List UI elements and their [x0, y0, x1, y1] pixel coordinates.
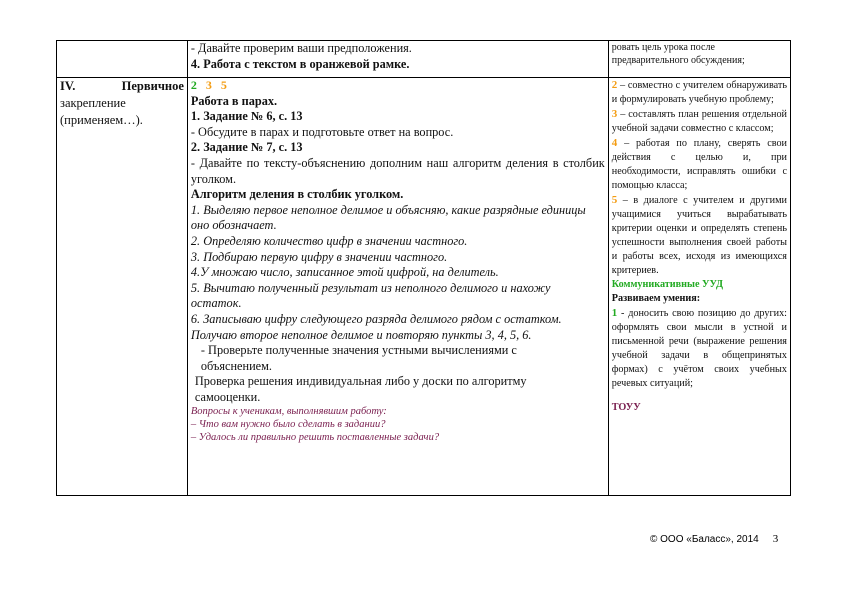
- communicative-uud-title: Коммуникативные УУД: [611, 279, 723, 290]
- task-text: - Давайте по тексту-объяснению дополним наш алгоритм деления в столбик уголком.: [190, 155, 605, 186]
- algorithm-step: 4.У множаю число, записанное этой цифрой, на делитель.: [190, 265, 499, 280]
- questions-title: Вопросы к ученикам, выполнявшим работу:: [190, 406, 387, 418]
- check-instruction: Проверка решения индивидуальная либо у доски по алгоритму самооценки.: [194, 374, 527, 404]
- algorithm-step: 6. Записываю цифру следующего разряда делимого рядом с остатком. Получаю второе неполное делимое и повторяю пункты 3, 4, 5, 6.: [190, 311, 562, 342]
- stage-title-line: закрепление: [60, 96, 126, 110]
- uud-cell: [608, 41, 790, 78]
- uud-item: 1 - доносить свою позицию до других: оформлять свои мысли в устной и письменной речи (выражение решения учебной задачи в общепринятых формах) с учётом своих учебных речевых ситуаций;: [611, 307, 787, 389]
- algorithm-step: 1. Выделяю первое неполное делимое и объясняю, какие разрядные единицы оно обозначает.: [190, 202, 586, 233]
- uud-item: 5 – в диалоге с учителем и другими учащимися учиться вырабатывать критерии оценки и определять степень успешности выполнения своей работы и работы всех, исходя из имеющихся критериев.: [611, 194, 788, 276]
- level-marker: 3: [205, 78, 212, 92]
- uud-item: 2 – совместно с учителем обнаруживать и формулировать учебную проблему;: [611, 79, 787, 105]
- uud-item: 3 – составлять план решения отдельной учебной задачи совместно с классом;: [611, 108, 787, 134]
- level-marker: 2: [190, 78, 197, 92]
- lesson-table: [56, 40, 791, 496]
- page-number: 3: [772, 533, 779, 545]
- content-cell: [187, 41, 608, 78]
- algorithm-step: 3. Подбираю первую цифру в значении частного.: [190, 249, 448, 264]
- algorithm-step: 2. Определяю количество цифр в значении частного.: [190, 233, 468, 248]
- table-row: [57, 78, 791, 496]
- content-cell: [187, 78, 608, 496]
- text-line: предварительного обсуждения;: [611, 55, 745, 66]
- uud-cell: [608, 78, 790, 496]
- algorithm-title: Алгоритм деления в столбик уголком.: [190, 187, 404, 202]
- stage-cell-empty: [57, 41, 188, 78]
- copyright: © ООО «Баласс», 2014: [650, 534, 759, 545]
- text-line: ровать цель урока после: [611, 42, 715, 53]
- algorithm-step: 5. Вычитаю полученный результат из неполного делимого и нахожу остаток.: [190, 280, 551, 311]
- level-markers: [191, 78, 605, 94]
- stage-title: IV. Первичное: [60, 79, 184, 93]
- check-instruction: - Проверьте полученные значения устными вычислениями с объяснением.: [200, 343, 517, 373]
- develop-skills-label: Развиваем умения:: [611, 293, 701, 304]
- stage-title-line: (применяем…).: [60, 113, 143, 127]
- table-row: [57, 41, 791, 78]
- page-footer: [650, 533, 778, 545]
- question: – Что вам нужно было сделать в задании?: [190, 419, 386, 431]
- text-line: - Давайте проверим ваши предположения.: [190, 41, 412, 55]
- toou-label: ТОУУ: [611, 402, 641, 413]
- section-heading: 4. Работа с текстом в оранжевой рамке.: [190, 56, 410, 71]
- task-heading: 2. Задание № 7, с. 13: [190, 140, 303, 155]
- pair-work-heading: Работа в парах.: [190, 93, 278, 108]
- question: – Удалось ли правильно решить поставленные задачи?: [190, 432, 440, 444]
- uud-item: 4 – работая по плану, сверять свои действия с целью и, при необходимости, исправлять ошибки с помощью класса;: [611, 137, 787, 191]
- task-text: - Обсудите в парах и подготовьте ответ на вопрос.: [190, 124, 454, 139]
- task-heading: 1. Задание № 6, с. 13: [190, 109, 303, 124]
- level-marker: 5: [220, 78, 227, 92]
- stage-cell: [57, 78, 188, 496]
